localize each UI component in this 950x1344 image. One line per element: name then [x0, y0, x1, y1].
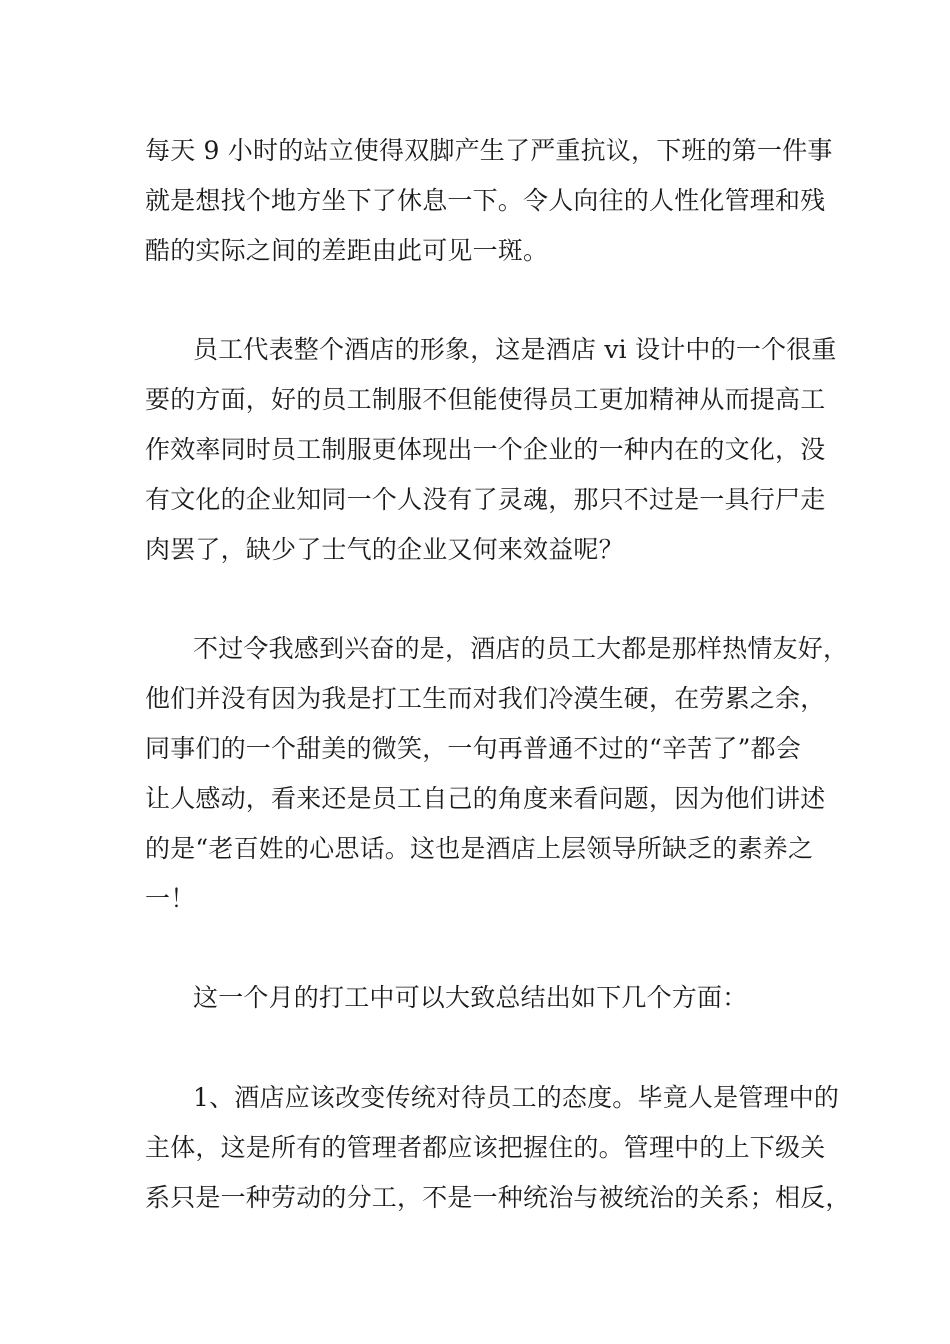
paragraph-4-line-1: 这一个月的打工中可以大致总结出如下几个方面：: [193, 983, 748, 1012]
paragraph-5-line-3: 系只是一种劳动的分工，不是一种统治与被统治的关系；相反，: [145, 1183, 851, 1212]
paragraph-3-line-2: 他们并没有因为我是打工生而对我们冷漠生硬，在劳累之余，: [145, 684, 826, 713]
paragraph-3-line-4: 让人感动，看来还是员工自己的角度来看问题，因为他们讲述: [145, 784, 826, 813]
paragraph-3-line-1: 不过令我感到兴奋的是，酒店的员工大都是那样热情友好，: [193, 634, 849, 663]
paragraph-1-line-1: 每天 9 小时的站立使得双脚产生了严重抗议，下班的第一件事: [145, 136, 833, 165]
paragraph-1-line-3: 酷的实际之间的差距由此可见一斑。: [145, 236, 549, 265]
paragraph-2-line-1: 员工代表整个酒店的形象，这是酒店 vi 设计中的一个很重: [193, 335, 837, 364]
paragraph-2-line-2: 要的方面，好的员工制服不但能使得员工更加精神从而提高工: [145, 385, 826, 414]
paragraph-2-line-5: 肉罢了，缺少了士气的企业又何来效益呢？: [145, 535, 624, 564]
paragraph-3-line-6: 一！: [145, 884, 196, 913]
paragraph-3-line-5: 的是“老百姓的心思话。这也是酒店上层领导所缺乏的素养之: [145, 834, 814, 863]
paragraph-2-line-4: 有文化的企业知同一个人没有了灵魂，那只不过是一具行尸走: [145, 485, 826, 514]
paragraph-5-line-1: 1、酒店应该改变传统对待员工的态度。毕竟人是管理中的: [193, 1083, 840, 1112]
paragraph-3-line-3: 同事们的一个甜美的微笑，一句再普通不过的“辛苦了”都会: [145, 734, 801, 763]
paragraph-5-line-2: 主体，这是所有的管理者都应该把握住的。管理中的上下级关: [145, 1133, 826, 1162]
paragraph-2-line-3: 作效率同时员工制服更体现出一个企业的一种内在的文化，没: [145, 435, 826, 464]
paragraph-1-line-2: 就是想找个地方坐下了休息一下。令人向往的人性化管理和残: [145, 186, 826, 215]
